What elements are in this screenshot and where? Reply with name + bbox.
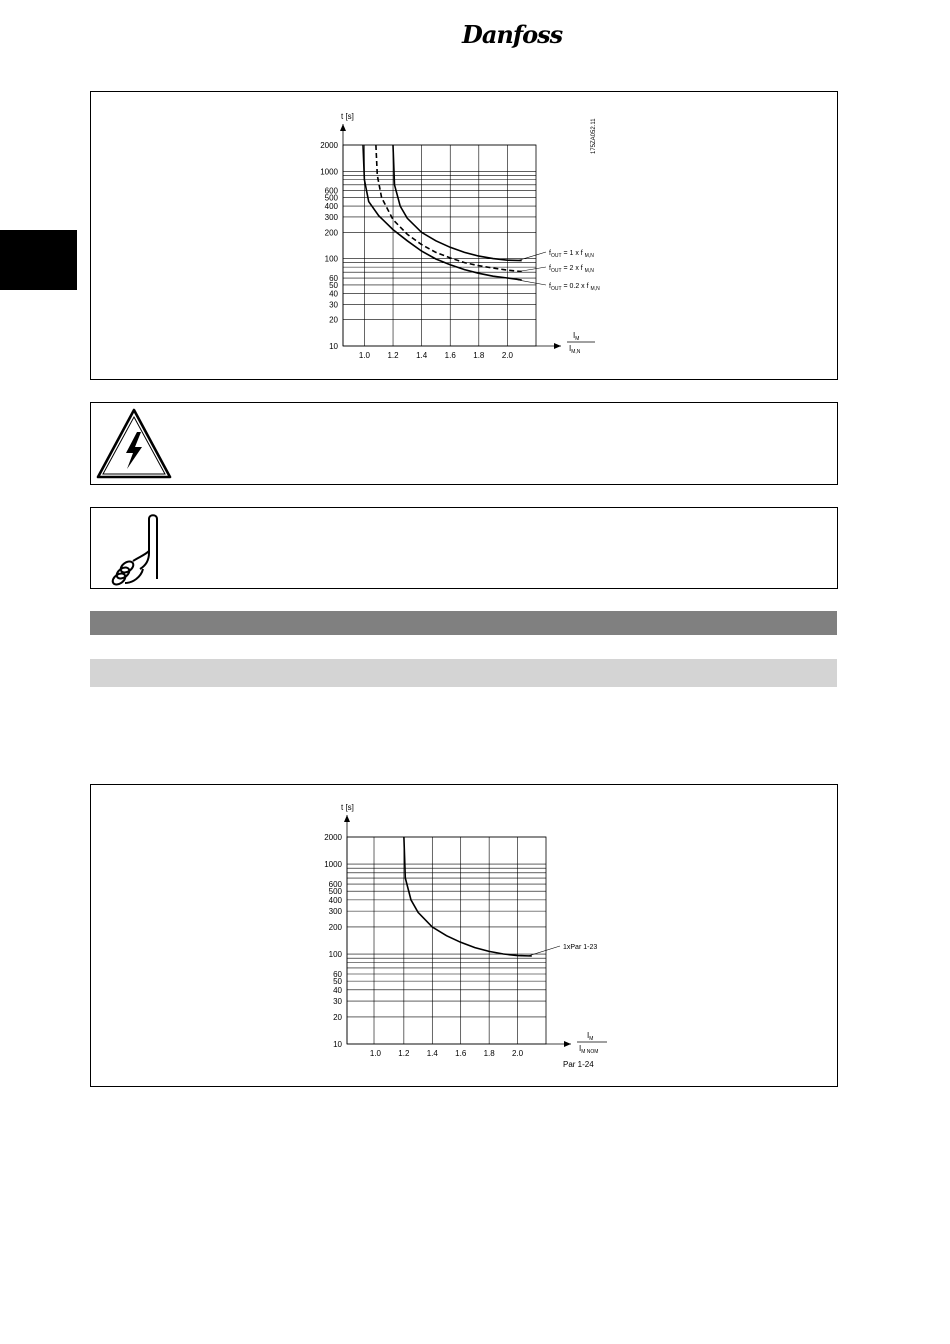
x-tick-label: 1.2	[398, 1049, 410, 1058]
y-tick-label: 600	[328, 880, 342, 890]
y-tick-label: 50	[333, 977, 342, 987]
legend-label: $f_{OUT} = 0.2$ x f $_{M,N}$	[549, 283, 600, 292]
danfoss-logo	[462, 18, 563, 52]
chart-1-grid	[343, 145, 536, 346]
series-line	[393, 145, 522, 261]
y-tick-label: 2000	[320, 141, 338, 150]
note-hand-icon	[105, 511, 175, 587]
x-axis-arrow	[554, 343, 561, 349]
chart-2-ylabel: t [s]	[341, 803, 354, 812]
x-tick-label: 1.6	[444, 351, 456, 360]
legend-label: $f_{OUT} = 2$ x f $_{M,N}$	[549, 265, 594, 274]
y-tick-label: 200	[328, 922, 342, 932]
x-tick-label: 2.0	[501, 351, 513, 360]
y-tick-label: 200	[324, 228, 338, 238]
logo-text: Danfoss	[462, 20, 563, 49]
x-tick-label: 1.4	[416, 351, 428, 360]
chart-2-axes	[344, 815, 571, 1047]
warning-box	[90, 402, 838, 485]
chart-2	[91, 785, 837, 1086]
section-heading-bar	[90, 611, 837, 635]
chart-2-x-tick-labels	[370, 1049, 524, 1058]
svg-text:IM NOM: $I_{M NOM}$	[579, 1044, 599, 1055]
y-axis-arrow	[344, 815, 350, 822]
legend-leader	[528, 946, 560, 956]
y-tick-label: 2000	[324, 833, 342, 842]
chart-2-xlabel	[577, 1031, 607, 1055]
figure-1-frame	[90, 91, 838, 380]
legend-label: 1xPar 1-23	[563, 944, 598, 951]
svg-text:IM: $I_M$	[587, 1031, 594, 1042]
y-tick-label: 30	[333, 997, 342, 1007]
chart-1-code: 175ZA052.11	[591, 118, 597, 154]
electrical-hazard-icon	[95, 406, 173, 482]
chart-1	[91, 92, 837, 379]
chart-2-series	[404, 837, 532, 956]
chart-1-ylabel: t [s]	[341, 112, 354, 121]
chart-1-x-tick-labels	[359, 351, 514, 360]
x-tick-label: 1.8	[473, 351, 485, 360]
chart-1-legend	[518, 250, 600, 292]
y-tick-label: 400	[324, 202, 338, 212]
y-tick-label: 20	[333, 1012, 342, 1022]
series-line	[376, 145, 522, 272]
y-tick-label: 10	[333, 1040, 342, 1049]
chart-2-grid	[347, 837, 546, 1044]
y-tick-label: 20	[329, 315, 338, 325]
y-axis-arrow	[340, 124, 346, 131]
x-axis-arrow	[564, 1041, 571, 1047]
legend-leader	[518, 267, 546, 272]
x-tick-label: 1.6	[455, 1049, 467, 1058]
chapter-tab	[0, 230, 77, 290]
x-tick-label: 2.0	[512, 1049, 524, 1058]
figure-2-frame	[90, 784, 838, 1087]
x-tick-label: 1.0	[369, 1049, 381, 1058]
x-tick-label: 1.0	[358, 351, 371, 360]
chart-1-xlabel	[567, 331, 595, 355]
y-tick-label: 1000	[324, 860, 342, 870]
chart-1-series	[363, 145, 522, 280]
chart-2-x-caption: Par 1-24	[563, 1060, 594, 1069]
y-tick-label: 40	[329, 289, 338, 299]
y-tick-label: 30	[329, 300, 338, 310]
y-tick-label: 100	[328, 950, 342, 960]
legend-leader	[518, 280, 546, 285]
svg-text:IM,N: $I_{M,N}$	[569, 344, 581, 355]
y-tick-label: 60	[333, 969, 342, 979]
y-tick-label: 100	[324, 254, 338, 264]
note-box	[90, 507, 838, 589]
series-line	[404, 837, 532, 956]
y-tick-label: 400	[328, 895, 342, 905]
y-tick-label: 50	[329, 280, 338, 290]
y-tick-label: 1000	[320, 167, 338, 177]
y-tick-label: 40	[333, 985, 342, 995]
chart-1-y-tick-labels	[320, 141, 338, 351]
y-tick-label: 300	[324, 212, 338, 222]
y-tick-label: 300	[328, 907, 342, 917]
x-tick-label: 1.8	[483, 1049, 495, 1058]
legend-leader	[518, 252, 546, 261]
y-tick-label: 600	[324, 186, 338, 196]
chart-2-y-tick-labels	[324, 833, 342, 1049]
x-tick-label: 1.4	[426, 1049, 438, 1058]
subsection-heading-bar	[90, 659, 837, 687]
y-tick-label: 500	[328, 887, 342, 897]
y-tick-label: 10	[329, 342, 338, 351]
legend-label: $f_{OUT} = 1$ x f $_{M,N}$	[549, 250, 594, 259]
y-tick-label: 60	[329, 274, 338, 284]
x-tick-label: 1.2	[387, 351, 399, 360]
svg-text:IM: $I_M$	[573, 331, 580, 342]
y-tick-label: 500	[324, 193, 338, 203]
